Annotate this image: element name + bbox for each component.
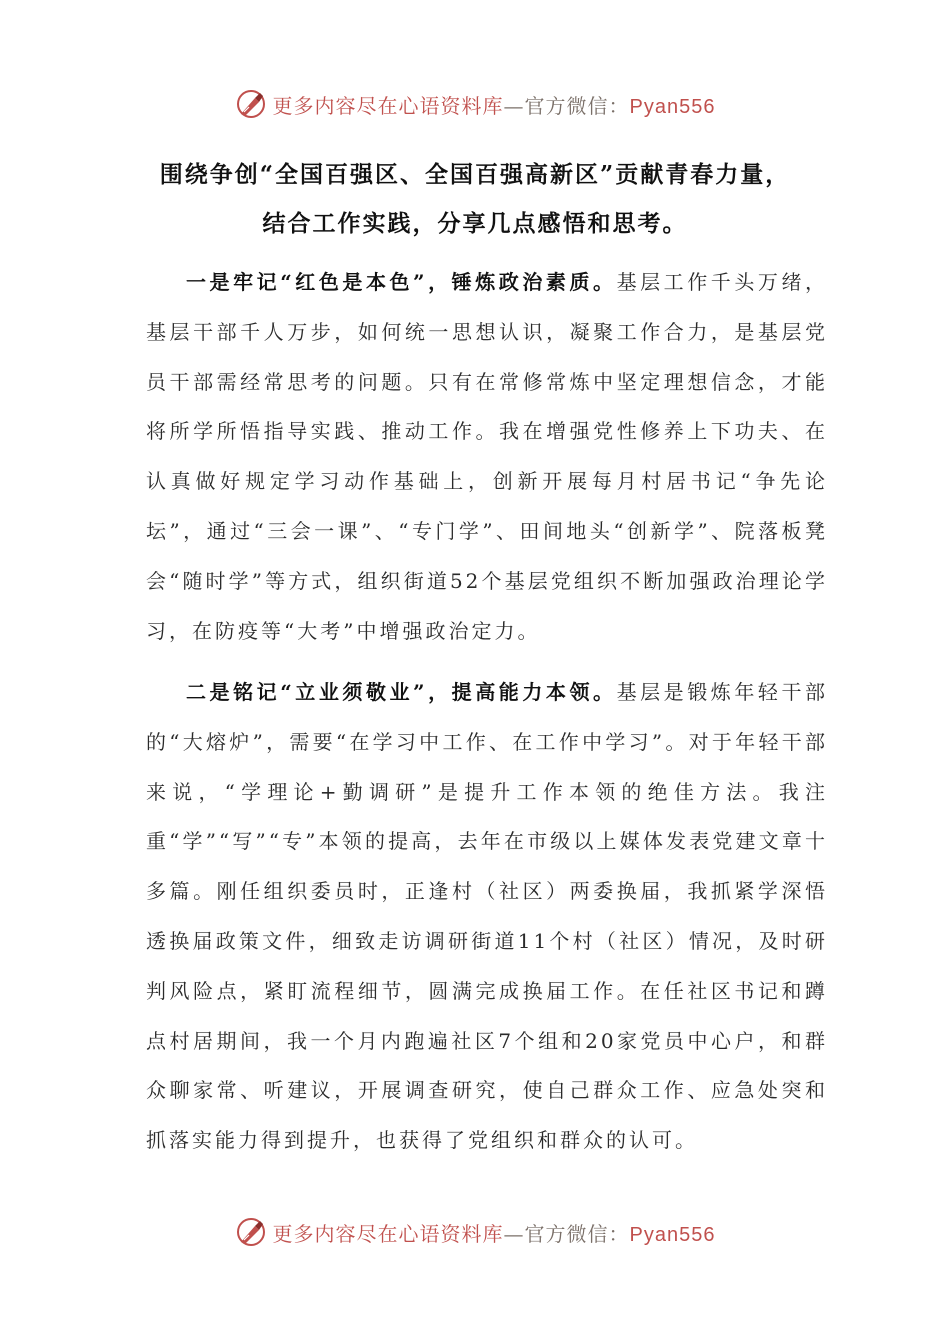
header-watermark-banner [0,84,950,124]
footer-watermark-banner [0,1212,950,1252]
banner-text: 更多内容尽在心语资料库 [272,1221,504,1246]
paragraph-1 [146,258,828,656]
banner-wechat-id: Pyan556 [629,95,716,118]
pen-logo-icon [235,88,267,120]
document-title-line-2: 结合工作实践，分享几点感悟和思考。 [262,210,688,237]
pen-logo-icon [235,1216,267,1248]
banner-separator: — [503,1221,525,1246]
paragraph-2-body: 基层是锻炼年轻干部的“大熔炉”，需要“在学习中工作、在工作中学习”。对于年轻干部来说，“学理论+勤调研”是提升工作本领的绝佳方法。我注重“学”“写”“专”本领的提高，去年在市级以上媒体发表党建文章十多篇。刚任组织委员时，正逢村（社区）两委换届，我抓紧学深悟透换届政策文件，细致走访调研街道11个村（社区）情况，及时研判风险点，紧盯流程细节，圆满完成换届工作。在任社区书记和蹲点村居期间，我一个月内跑遍社区7个组和20家党员中心户，和群众聊家常、听建议，开展调查研究，使自己群众工作、应急处突和抓落实能力得到提升，也获得了党组织和群众的认可。 [146,680,829,1153]
banner-label: 官方微信： [524,93,630,118]
paragraph-2 [146,668,828,1166]
banner-separator: — [503,93,525,118]
paragraph-2-lead: 二是铭记“立业须敬业”，提高能力本领。 [186,680,617,704]
banner-wechat-id: Pyan556 [629,1223,716,1246]
paragraph-1-body: 基层工作千头万绪，基层干部千人万步，如何统一思想认识，凝聚工作合力，是基层党员干部需经常思考的问题。只有在常修常炼中坚定理想信念，才能将所学所悟指导实践、推动工作。我在增强党性修养上下功夫、在认真做好规定学习动作基础上，创新开展每月村居书记“争先论坛”，通过“三会一课”、“专门学”、田间地头“创新学”、院落板凳会“随时学”等方式，组织街道52个基层党组织不断加强政治理论学习，在防疫等“大考”中增强政治定力。 [146,270,829,643]
banner-text: 更多内容尽在心语资料库 [272,93,504,118]
paragraph-1-lead: 一是牢记“红色是本色”，锤炼政治素质。 [186,270,617,294]
banner-label: 官方微信： [524,1221,630,1246]
document-title-line-1: 围绕争创“全国百强区、全国百强高新区”贡献青春力量， [159,161,791,188]
